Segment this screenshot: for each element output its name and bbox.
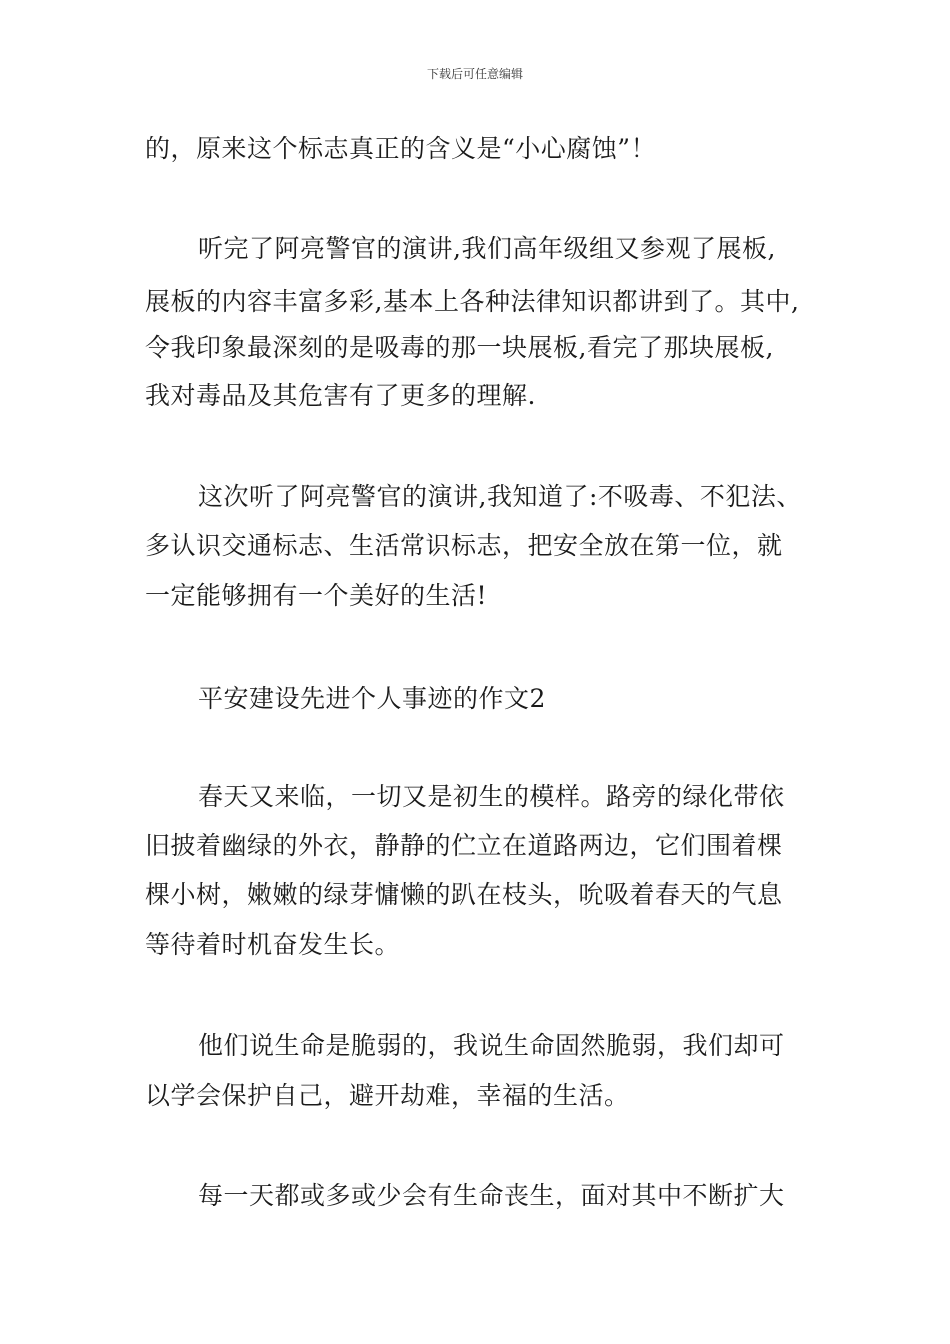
text-line: 一定能够拥有一个美好的生活!	[145, 581, 488, 610]
paragraph-first-line: 春天又来临，一切又是初生的模样。路旁的绿化带依	[198, 782, 785, 811]
text-line: 以学会保护自己，避开劫难，幸福的生活。	[145, 1081, 630, 1110]
paragraph-first-line: 他们说生命是脆弱的，我说生命固然脆弱，我们却可	[198, 1031, 785, 1060]
page-header-note: 下载后可任意编辑	[426, 67, 523, 81]
text-line: 展板的内容丰富多彩,基本上各种法律知识都讲到了。其中,	[145, 287, 800, 316]
text-line: 棵小树，嫩嫩的绿芽慵懒的趴在枝头，吮吸着春天的气息	[145, 880, 783, 909]
paragraph-first-line: 听完了阿亮警官的演讲,我们高年级组又参观了展板,	[198, 234, 776, 263]
text-line: 我对毒品及其危害有了更多的理解.	[145, 381, 536, 410]
section-heading: 平安建设先进个人事迹的作文2	[198, 684, 546, 713]
text-line: 的，原来这个标志真正的含义是“小心腐蚀”！	[145, 134, 657, 163]
paragraph-first-line: 这次听了阿亮警官的演讲,我知道了:不吸毒、不犯法、	[198, 482, 802, 511]
text-line: 旧披着幽绿的外衣，静静的伫立在道路两边，它们围着棵	[145, 831, 783, 860]
text-line: 令我印象最深刻的是吸毒的那一块展板,看完了那块展板,	[145, 333, 774, 362]
text-line: 等待着时机奋发生长。	[145, 930, 401, 959]
paragraph-first-line: 每一天都或多或少会有生命丧生，面对其中不断扩大	[198, 1181, 785, 1210]
text-line: 多认识交通标志、生活常识标志，把安全放在第一位，就	[145, 531, 783, 560]
